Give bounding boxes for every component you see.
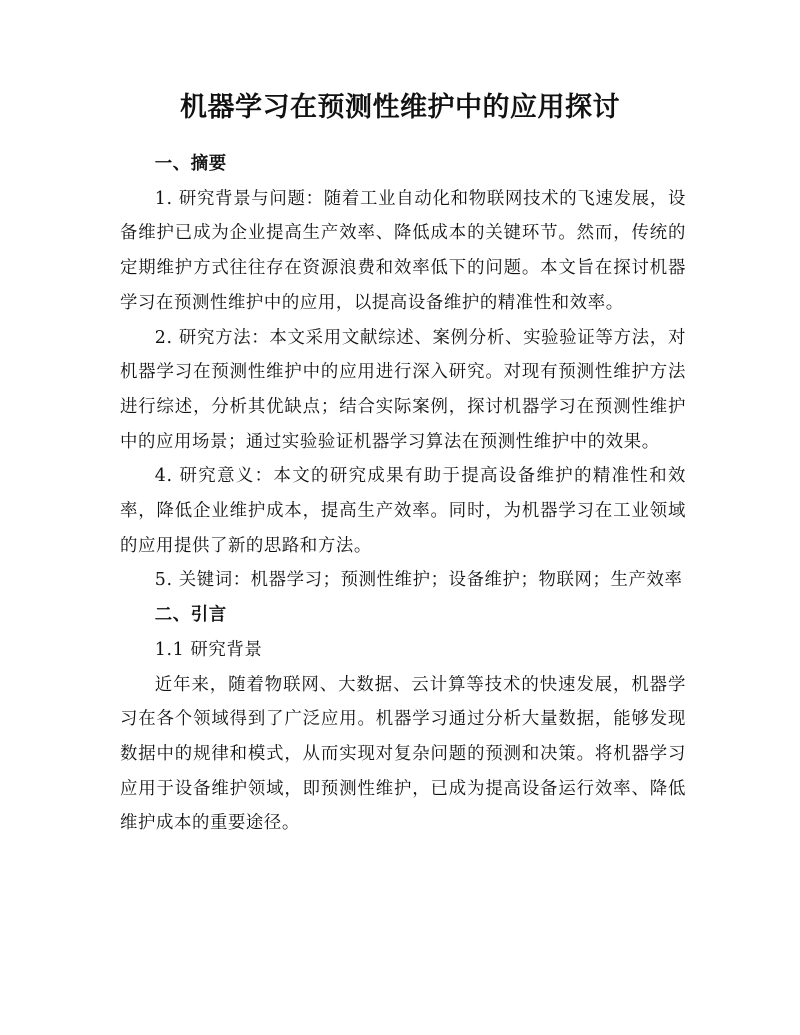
abstract-paragraph-methods: 2. 研究方法：本文采用文献综述、案例分析、实验验证等方法，对机器学习在预测性维护中的应用进行深入研究。对现有预测性维护方法进行综述，分析其优缺点；结合实际案例，探讨机器学习在预测性维护中的应用场景；通过实验验证机器学习算法在预测性维护中的效果。 xyxy=(120,327,686,452)
document-body xyxy=(120,147,686,841)
abstract-paragraph-background: 1. 研究背景与问题：随着工业自动化和物联网技术的飞速发展，设备维护已成为企业提高生产效率、降低成本的关键环节。然而，传统的定期维护方式往往存在资源浪费和效率低下的问题。本文旨在探讨机器学习在预测性维护中的应用，以提高设备维护的精准性和效率。 xyxy=(120,188,686,313)
section-heading-abstract: 一、摘要 xyxy=(154,154,227,174)
abstract-paragraph-keywords: 5. 关键词：机器学习；预测性维护；设备维护；物联网；生产效率 xyxy=(154,570,683,591)
introduction-paragraph: 近年来，随着物联网、大数据、云计算等技术的快速发展，机器学习在各个领域得到了广泛应用。机器学习通过分析大量数据，能够发现数据中的规律和模式，从而实现对复杂问题的预测和决策。将机器学习应用于设备维护领域，即预测性维护，已成为提高设备运行效率、降低维护成本的重要途径。 xyxy=(120,674,686,834)
section-heading-introduction: 二、引言 xyxy=(154,605,227,626)
abstract-paragraph-significance: 4. 研究意义：本文的研究成果有助于提高设备维护的精准性和效率，降低企业维护成本，提高生产效率。同时，为机器学习在工业领域的应用提供了新的思路和方法。 xyxy=(120,466,686,556)
subsection-heading-background: 1.1 研究背景 xyxy=(154,639,263,660)
document-title: 机器学习在预测性维护中的应用探讨 xyxy=(180,92,620,123)
